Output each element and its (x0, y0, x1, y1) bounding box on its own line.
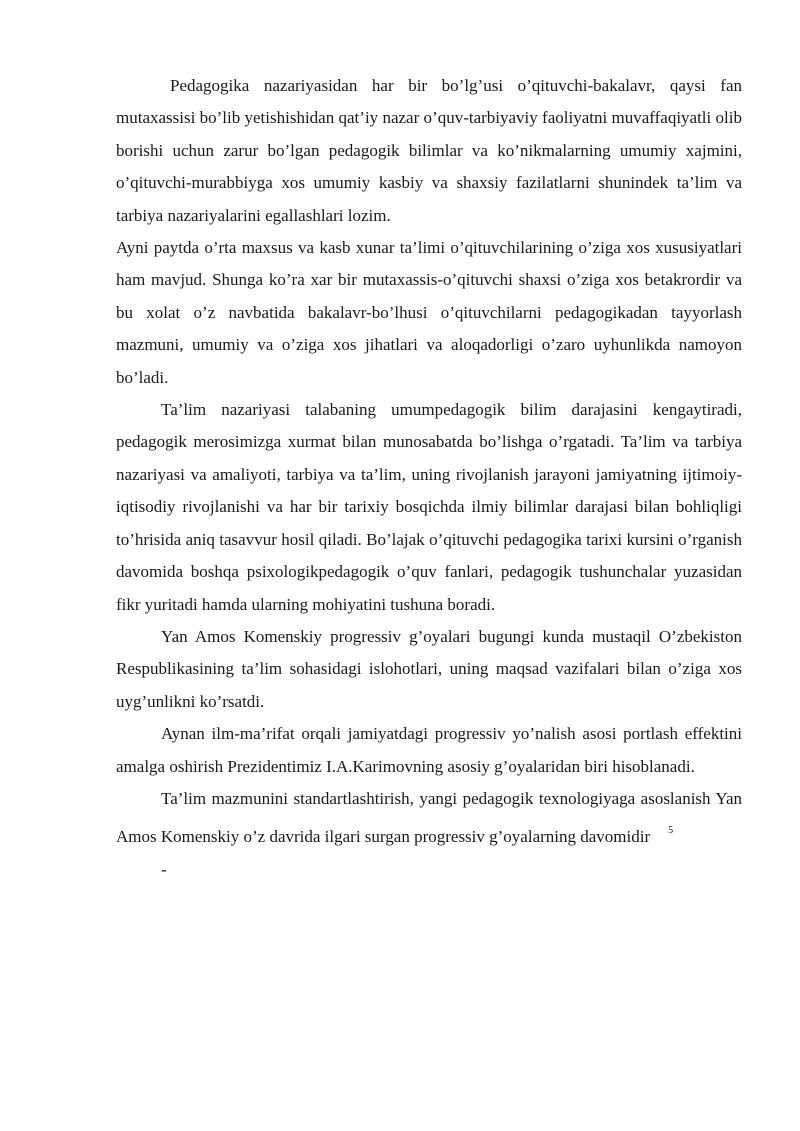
paragraph-5: Aynan ilm-ma’rifat orqali jamiyatdagi progressiv yo’nalish asosi portlash effektini amalga oshirish Prezidentimiz I.A.Karimovning asosiy g’oyalaridan biri hisoblanadi. (116, 724, 742, 776)
document-page (116, 70, 742, 886)
paragraph-1: Pedagogika nazariyasidan har bir bo’lg’usi o’qituvchi-bakalavr, qaysi fan mutaxassisi bo’lib yetishishidan qat’iy nazar o’quv-tarbiyaviy faoliyatni muvaffaqiyatli olib borishi uchun zarur bo’lgan pedagogik bilimlar va ko’nikmalarning umumiy xajmini, o’qituvchi-murabbiyga xos umumiy kasbiy va shaxsiy fazilatlarni shunindek ta’lim va tarbiya nazariyalarini egallashlari lozim. (116, 76, 742, 225)
paragraph-6 (116, 783, 742, 854)
trailing-dash: - (161, 859, 167, 879)
paragraph-6-text: Ta’lim mazmunini standartlashtirish, yangi pedagogik texnologiyaga asoslanish Yan Amos Komenskiy o’z davrida ilgari surgan progressiv g’oyalarning davomidir (116, 788, 742, 847)
paragraph-4: Yan Amos Komenskiy progressiv g’oyalari bugungi kunda mustaqil O’zbekiston Respublikasining ta’lim sohasidagi islohotlari, uning maqsad vazifalari bilan o’ziga xos uyg’unlikni ko’rsatdi. (116, 626, 742, 711)
paragraph-3: Ta’lim nazariyasi talabaning umumpedagogik bilim darajasini kengaytiradi, pedagogik merosimizga xurmat bilan munosabatda bo’lishga o’rgatadi. Ta’lim va tarbiya nazariyasi va amaliyoti, tarbiya va ta’lim, uning rivojlanish jarayoni jamiyatning ijtimoiy-iqtisodiy rivojlanishi va har bir tarixiy bosqichda ilmiy bilimlar darajasi bilan bohliqligi to’hrisida aniq tasavvur hosil qiladi. Bo’lajak o’qituvchi pedagogika tarixi kursini o’rganish davomida boshqa psixologikpedagogik o’quv fanlari, pedagogik tushunchalar yuzasidan fikr yuritadi hamda ularning mohiyatini tushuna boradi. (116, 400, 742, 614)
paragraph-2: Ayni paytda o’rta maxsus va kasb xunar ta’limi o’qituvchilarining o’ziga xos xususiyatlari ham mavjud. Shunga ko’ra xar bir mutaxassis-o’qituvchi shaxsi o’ziga xos betakrordir va bu xolat o’z navbatida bakalavr-bo’lhusi o’qituvchilarni pedagogikadan tayyorlash mazmuni, umumiy va o’ziga xos jihatlari va aloqadorligi o’zaro uyhunlikda namoyon bo’ladi. (116, 238, 742, 387)
footnote-reference[interactable]: 5 (668, 825, 674, 837)
